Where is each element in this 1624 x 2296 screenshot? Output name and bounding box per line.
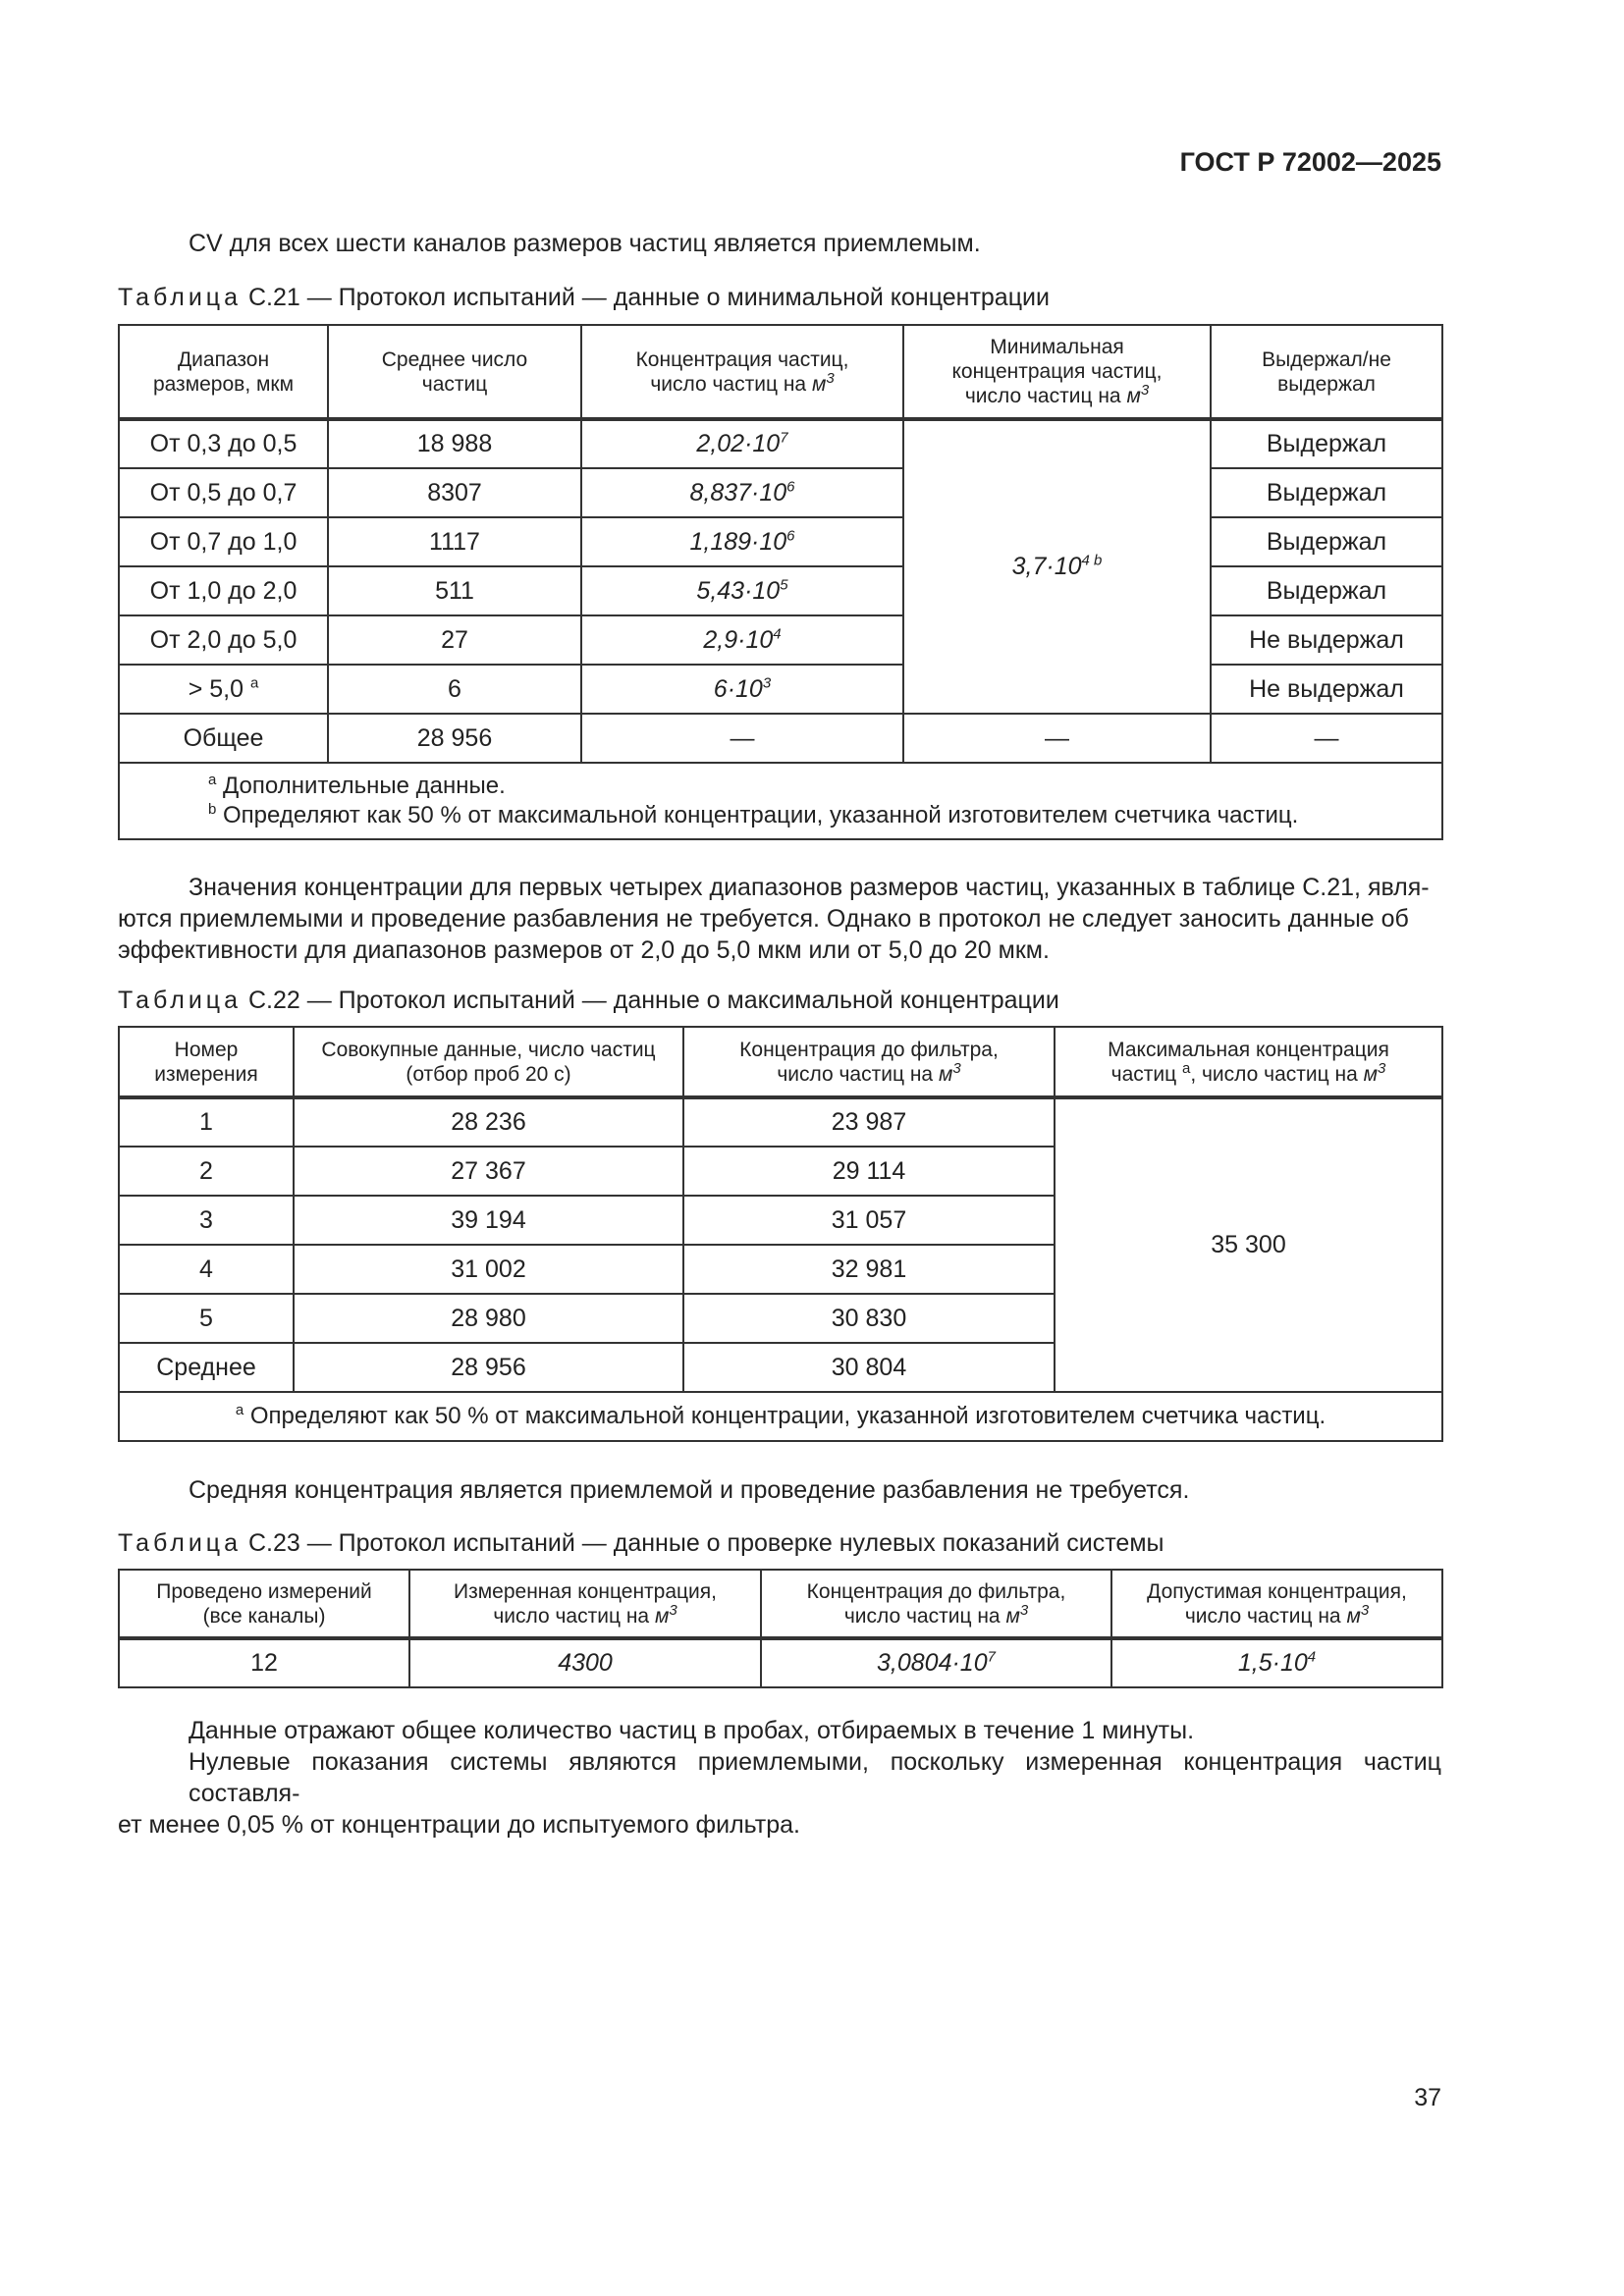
conc-cell: $8,837\cdot 10^6$ (581, 468, 903, 517)
table21-header-min-conc: Минимальная концентрация частиц, число частиц на $м^3$ (903, 325, 1211, 419)
conc-cell: 31 057 (683, 1196, 1055, 1245)
table21-caption (118, 282, 1441, 313)
range-cell: От 0,7 до 1,0 (119, 517, 328, 566)
conc-cell: $3,0804\cdot 10^7$ (761, 1638, 1111, 1687)
table-row (119, 566, 1442, 615)
total-min-cell: — (903, 714, 1211, 763)
table22-caption-label: Таблица (118, 987, 243, 1014)
table-c23 (118, 1569, 1443, 1688)
min-conc-cell: $3,7\cdot 10^{4 b}$ (903, 419, 1211, 714)
result-cell: Выдержал (1211, 468, 1442, 517)
paragraph-zero-check: Нулевые показания системы являются приемлемыми, поскольку измеренная концентрация частиц составля- ет менее 0,05 % от концентрации до испытуемого фильтра. (118, 1748, 1441, 1839)
table21-header-count: Среднее число частиц (328, 325, 581, 419)
paragraph-data-note: Данные отражают общее количество частиц в пробах, отбираемых в течение 1 минуты. (189, 1717, 1195, 1744)
total-label-cell: Общее (119, 714, 328, 763)
document-id-header: ГОСТ Р 72002—2025 (1179, 147, 1441, 177)
table22-header-max-conc: Максимальная концентрация частиц $^a$, число частиц на $м^3$ (1055, 1027, 1442, 1097)
table21-header-range: Диапазон размеров, мкм (119, 325, 328, 419)
n-cell: 3 (119, 1196, 294, 1245)
table-c22 (118, 1026, 1443, 1442)
table23-caption-text: С.23 — Протокол испытаний — данные о проверке нулевых показаний системы (242, 1529, 1164, 1557)
table-row (119, 615, 1442, 665)
max-conc-cell: 35 300 (1055, 1097, 1442, 1392)
total-cell: 28 980 (294, 1294, 683, 1343)
count-cell: 18 988 (328, 419, 581, 468)
conc-cell: 32 981 (683, 1245, 1055, 1294)
count-cell: 8307 (328, 468, 581, 517)
total-cell: 27 367 (294, 1147, 683, 1196)
footnote-b: $^b$ Определяют как 50 % от максимальной концентрации, указанной изготовителем счетчика частиц. (208, 801, 1299, 828)
table21-caption-text: С.21 — Протокол испытаний — данные о минимальной концентрации (242, 284, 1050, 311)
table-row (119, 468, 1442, 517)
total-conc-cell: — (581, 714, 903, 763)
total-result-cell: — (1211, 714, 1442, 763)
count-cell: 12 (119, 1638, 409, 1687)
n-cell: 5 (119, 1294, 294, 1343)
conc-cell: 23 987 (683, 1097, 1055, 1147)
table-row (119, 1097, 1442, 1147)
result-cell: Не выдержал (1211, 615, 1442, 665)
total-cell: 39 194 (294, 1196, 683, 1245)
count-cell: 511 (328, 566, 581, 615)
table-row (119, 517, 1442, 566)
conc-cell: 30 804 (683, 1343, 1055, 1392)
range-cell: От 0,5 до 0,7 (119, 468, 328, 517)
table22-caption-text: С.22 — Протокол испытаний — данные о максимальной концентрации (242, 987, 1059, 1014)
conc-cell: $2,02\cdot 10^7$ (581, 419, 903, 468)
table22-caption (118, 985, 1441, 1016)
table21-notes-row (119, 763, 1442, 839)
conc-cell: $6\cdot 10^3$ (581, 665, 903, 714)
range-cell: От 1,0 до 2,0 (119, 566, 328, 615)
result-cell: Выдержал (1211, 419, 1442, 468)
table23-caption-label: Таблица (118, 1529, 243, 1557)
table21-header-row (119, 325, 1442, 419)
allowed-cell: $1,5\cdot 10^4$ (1111, 1638, 1442, 1687)
table23-header-row (119, 1570, 1442, 1638)
n-cell: 2 (119, 1147, 294, 1196)
count-cell: 6 (328, 665, 581, 714)
table21-total-row (119, 714, 1442, 763)
table22-header-n: Номер измерения (119, 1027, 294, 1097)
table23-caption (118, 1527, 1441, 1559)
total-cell: 31 002 (294, 1245, 683, 1294)
table-row (119, 665, 1442, 714)
table22-header-total: Совокупные данные, число частиц (отбор проб 20 с) (294, 1027, 683, 1097)
range-cell: От 2,0 до 5,0 (119, 615, 328, 665)
table21-header-conc: Концентрация частиц, число частиц на $м^3$ (581, 325, 903, 419)
result-cell: Не выдержал (1211, 665, 1442, 714)
table23-header-measured: Измеренная концентрация, число частиц на $м^3$ (409, 1570, 761, 1638)
table21-header-result: Выдержал/не выдержал (1211, 325, 1442, 419)
table-c21 (118, 324, 1443, 840)
total-count-cell: 28 956 (328, 714, 581, 763)
paragraph-table21-comment: Значения концентрации для первых четырех диапазонов размеров частиц, указанных в таблице С.21, явля- ются приемлемыми и проведение разбавления не требуется. Однако в протокол не следует заносить данные об эффективности для диапазонов размеров от 2,0 до 5,0 мкм или от 5,0 до 20 мкм. (118, 874, 1430, 964)
n-cell: 1 (119, 1097, 294, 1147)
total-cell: 28 236 (294, 1097, 683, 1147)
conc-cell: $5,43\cdot 10^5$ (581, 566, 903, 615)
measured-cell: 4300 (409, 1638, 761, 1687)
table22-header-conc: Концентрация до фильтра, число частиц на $м^3$ (683, 1027, 1055, 1097)
table23-header-count: Проведено измерений (все каналы) (119, 1570, 409, 1638)
result-cell: Выдержал (1211, 517, 1442, 566)
table21-caption-label: Таблица (118, 284, 243, 311)
conc-cell: $2,9\cdot 10^4$ (581, 615, 903, 665)
table22-notes-row (119, 1392, 1442, 1441)
n-cell: 4 (119, 1245, 294, 1294)
n-cell: Среднее (119, 1343, 294, 1392)
conc-cell: 30 830 (683, 1294, 1055, 1343)
conc-cell: 29 114 (683, 1147, 1055, 1196)
count-cell: 27 (328, 615, 581, 665)
table-row (119, 1638, 1442, 1687)
intro-paragraph: CV для всех шести каналов размеров частиц является приемлемым. (189, 230, 981, 257)
table-row (119, 419, 1442, 468)
range-cell: > 5,0 $^a$ (119, 665, 328, 714)
table22-footnote: $^a$ Определяют как 50 % от максимальной концентрации, указанной изготовителем счетчика частиц. (119, 1392, 1442, 1441)
result-cell: Выдержал (1211, 566, 1442, 615)
conc-cell: $1,189\cdot 10^6$ (581, 517, 903, 566)
page-number: 37 (1414, 2084, 1441, 2111)
table23-header-conc: Концентрация до фильтра, число частиц на $м^3$ (761, 1570, 1111, 1638)
table23-header-allowed: Допустимая концентрация, число частиц на $м^3$ (1111, 1570, 1442, 1638)
count-cell: 1117 (328, 517, 581, 566)
total-cell: 28 956 (294, 1343, 683, 1392)
footnote-a: $^a$ Дополнительные данные. (208, 772, 506, 799)
range-cell: От 0,3 до 0,5 (119, 419, 328, 468)
paragraph-average: Средняя концентрация является приемлемой и проведение разбавления не требуется. (189, 1476, 1190, 1504)
table22-header-row (119, 1027, 1442, 1097)
table21-notes (119, 763, 1442, 839)
